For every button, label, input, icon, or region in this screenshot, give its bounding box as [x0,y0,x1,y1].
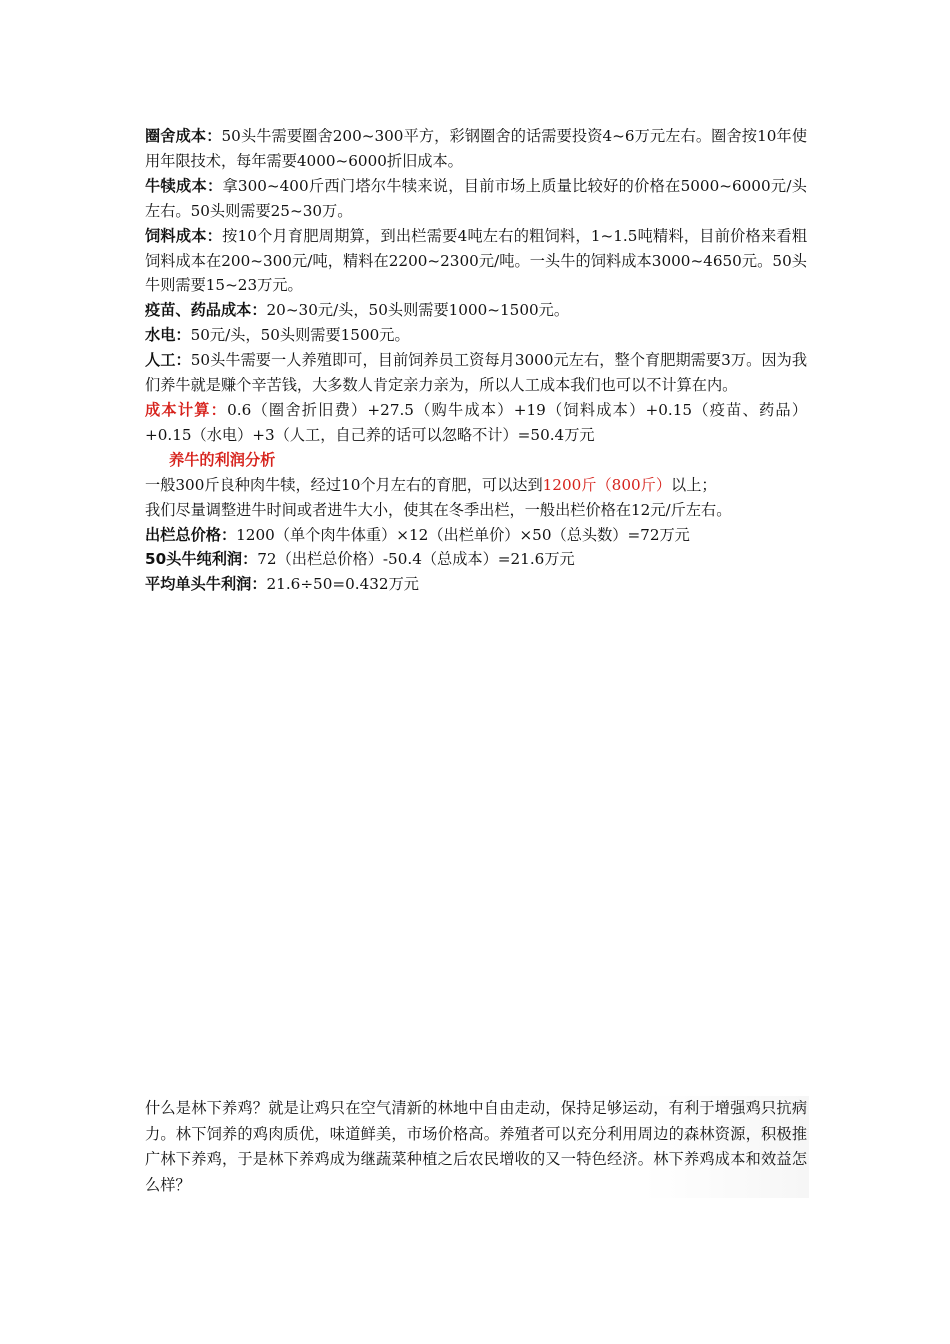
cost-calculation-text: 0.6（圈舍折旧费）+27.5（购牛成本）+19（饲料成本）+0.15（疫苗、药品）+0.15（水电）+3（人工，自己养的话可以忽略不计）=50.4万元 [145,400,808,444]
feed-cost-paragraph [145,224,807,299]
net-profit-paragraph [145,547,807,572]
cost-calculation-paragraph [145,398,807,448]
cost-calculation-label: 成本计算： [145,400,228,419]
pen-cost-text: 50头牛需要圈舍200~300平方，彩钢圈舍的话需要投资4~6万元左右。圈舍按10年使用年限技术，每年需要4000~6000折旧成本。 [145,127,808,170]
average-profit-label: 平均单头牛利润： [145,575,267,594]
utilities-cost-text: 50元/头，50头则需要1500元。 [190,326,410,345]
average-profit-paragraph [145,572,807,597]
profit-analysis-heading: 养牛的利润分析 [169,450,276,469]
vaccine-cost-label: 疫苗、药品成本： [145,301,267,320]
calf-cost-paragraph [145,174,807,224]
forest-chicken-section [145,1096,809,1198]
utilities-cost-paragraph [145,323,807,348]
profit-line-1-before: 一般300斤良种肉牛犊，经过10个月左右的育肥，可以达到 [145,475,543,494]
pen-cost-label: 圈舍成本： [145,127,222,145]
calf-cost-label: 牛犊成本： [145,176,223,195]
feed-cost-label: 饲料成本： [145,226,223,245]
cattle-cost-section [145,124,807,597]
vaccine-cost-text: 20~30元/头，50头则需要1000~1500元。 [266,301,570,320]
vaccine-cost-paragraph [145,298,807,323]
net-profit-text: 72（出栏总价格）-50.4（总成本）=21.6万元 [257,550,575,569]
profit-line-1-after: 以上； [671,475,717,494]
profit-line-2: 我们尽量调整进牛时间或者进牛大小，使其在冬季出栏，一般出栏价格在12元/斤左右。 [145,500,732,519]
profit-weight-highlight: 1200斤（800斤） [542,475,672,494]
pen-cost-paragraph [145,124,807,174]
labor-cost-paragraph [145,348,807,398]
forest-chicken-paragraph: 什么是林下养鸡？就是让鸡只在空气清新的林地中自由走动，保持足够运动，有利于增强鸡只抗病力。林下饲养的鸡肉质优，味道鲜美，市场价格高。养殖者可以充分利用周边的森林资源，积极推广林下养鸡，于是林下养鸡成为继蔬菜种植之后农民增收的又一特色经济。林下养鸡成本和效益怎么样？ [145,1099,807,1194]
utilities-cost-label: 水电： [145,326,191,345]
calf-cost-text: 拿300~400斤西门塔尔牛犊来说，目前市场上质量比较好的价格在5000~6000元/头左右。50头则需要25~30万。 [145,176,807,220]
total-price-text: 1200（单个肉牛体重）×12（出栏单价）×50（总头数）=72万元 [236,525,690,544]
labor-cost-label: 人工： [145,351,191,370]
net-profit-label: 50头牛纯利润： [145,550,258,569]
feed-cost-text: 按10个月育肥周期算，到出栏需要4吨左右的粗饲料，1~1.5吨精料，目前价格来看粗饲料成本在200~300元/吨，精料在2200~2300元/吨。一头牛的饲料成本3000~4650元。50头牛则需要15~23万元。 [145,226,808,295]
total-price-label: 出栏总价格： [145,525,237,544]
labor-cost-text: 50头牛需要一人养殖即可，目前饲养员工资每月3000元左右，整个育肥期需要3万。因为我们养牛就是赚个辛苦钱，大多数人肯定亲力亲为，所以人工成本我们也可以不计算在内。 [145,351,808,395]
average-profit-text: 21.6÷50=0.432万元 [266,575,419,594]
profit-line-1 [145,473,807,498]
total-price-paragraph [145,523,807,548]
